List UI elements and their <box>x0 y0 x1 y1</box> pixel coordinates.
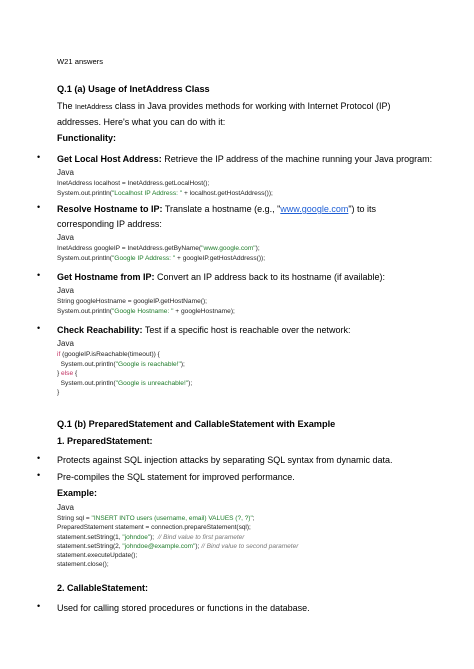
section-a-intro <box>57 99 427 130</box>
code-lang: Java <box>57 339 74 348</box>
item-desc-line2: corresponding IP address: <box>57 219 162 229</box>
code-line: InetAddress googleIP = InetAddress.getByName("www.google.com"); <box>57 245 260 252</box>
code-line: if (googleIP.isReachable(timeout)) { <box>57 351 160 358</box>
code-block <box>57 338 192 398</box>
code-line: statement.close(); <box>57 561 109 569</box>
item-desc: Retrieve the IP address of the machine running your Java program: <box>164 154 433 164</box>
intro-line1-rest: class in Java provides methods for working with Internet Protocol (IP) <box>114 101 391 111</box>
intro-class: InetAddress <box>75 104 113 111</box>
bullet-dot: • <box>37 152 41 162</box>
code-lang: Java <box>57 168 74 177</box>
code-line: } <box>57 389 60 397</box>
code-line: System.out.println("Google IP Address: " + googleIP.getHostAddress()); <box>57 254 266 262</box>
bullet-dot: • <box>37 453 41 463</box>
code-lang: Java <box>57 503 74 512</box>
bullet-dot: • <box>37 470 41 480</box>
item-text: Protects against SQL injection attacks by separating SQL syntax from dynamic data. <box>57 455 393 465</box>
code-block <box>57 167 273 198</box>
code-line: statement.executeUpdate(); <box>57 552 138 560</box>
code-line: PreparedStatement statement = connection.prepareStatement(sql); <box>57 524 251 532</box>
code-string: "Localhost IP Address: " <box>111 189 183 197</box>
intro-line2: addresses. Here's what you can do with it: <box>57 117 226 127</box>
code-line: System.out.println("Google Hostname: " + googleHostname); <box>57 307 235 315</box>
item-title: Get Hostname from IP: <box>57 272 155 282</box>
intro-prefix: The <box>57 101 73 111</box>
section-b-heading: Q.1 (b) PreparedStatement and CallableStatement with Example <box>57 419 336 429</box>
code-line: } else { <box>57 370 78 378</box>
code-lang: Java <box>57 286 74 295</box>
item-text: Pre-compiles the SQL statement for improved performance. <box>57 472 295 482</box>
item-title: Resolve Hostname to IP: <box>57 204 163 214</box>
item-title: Get Local Host Address: <box>57 154 162 164</box>
doc-title: W21 answers <box>57 57 104 66</box>
code-block <box>57 285 235 316</box>
code-line: System.out.println("Localhost IP Address: " + localhost.getHostAddress()); <box>57 189 273 197</box>
code-line: System.out.println("Google is reachable!"); <box>57 360 185 368</box>
bullet-dot: • <box>37 270 41 280</box>
code-line: InetAddress localhost = InetAddress.getLocalHost(); <box>57 180 210 187</box>
item-title: Check Reachability: <box>57 325 143 335</box>
google-link[interactable]: www.google.com <box>280 204 349 214</box>
functionality-label: Functionality: <box>57 133 116 143</box>
bullet-dot: • <box>37 601 41 611</box>
section-a-heading: Q.1 (a) Usage of InetAddress Class <box>57 84 210 94</box>
item-desc: Convert an IP address back to its hostname (if available): <box>157 272 385 282</box>
code-block <box>57 232 265 263</box>
sub-heading: 1. PreparedStatement: <box>57 436 153 446</box>
code-line: String googleHostname = googleIP.getHostName(); <box>57 298 207 305</box>
example-label: Example: <box>57 488 98 498</box>
item-text: Used for calling stored procedures or functions in the database. <box>57 603 310 613</box>
item-desc: Test if a specific host is reachable over the network: <box>144 325 351 335</box>
bullet-dot: • <box>37 323 41 333</box>
bullet-dot: • <box>37 202 41 212</box>
code-lang: Java <box>57 233 74 242</box>
code-line: String sql = "INSERT INTO users (username, email) VALUES (?, ?)"; <box>57 515 255 522</box>
code-block <box>57 502 298 570</box>
code-line: System.out.println("Google is unreachable!"); <box>57 379 193 387</box>
code-line: statement.setString(1, "johndoe"); // Bind value to first parameter <box>57 533 245 541</box>
code-line: statement.setString(2, "johndoe@example.com"); // Bind value to second parameter <box>57 542 299 550</box>
item-desc-post: ") to its <box>348 204 377 214</box>
sub-heading: 2. CallableStatement: <box>57 583 149 593</box>
item-desc: Translate a hostname (e.g., " <box>164 204 281 214</box>
